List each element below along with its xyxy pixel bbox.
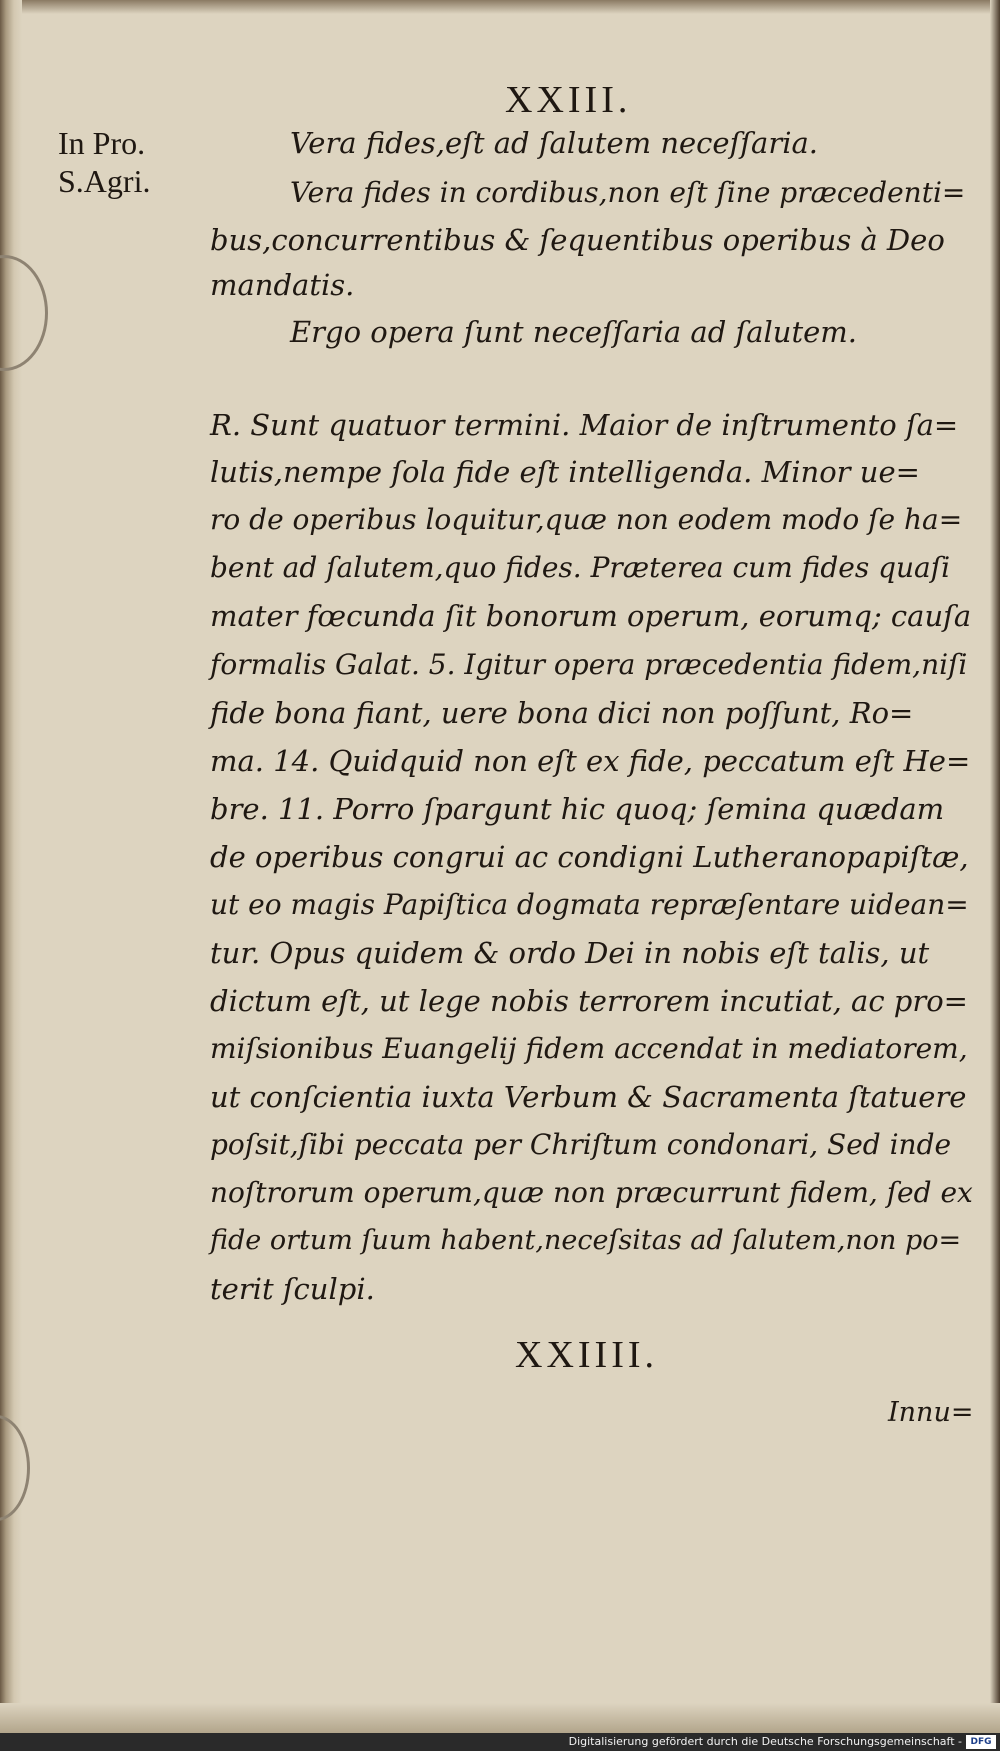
dfg-logo: DFG xyxy=(966,1735,996,1749)
response-line-4: bent ad ſalutem,quo fides. Præterea cum fides quaſi xyxy=(210,551,951,584)
response-line-17: noſtrorum operum,quæ non præcurrunt fidem, ſed ex xyxy=(210,1176,973,1209)
response-line-1: R. Sunt quatuor termini. Maior de inſtrumento ſa= xyxy=(210,408,959,442)
page-bottom-edge xyxy=(0,1703,1000,1733)
response-line-11: ut eo magis Papiſtica dogmata repræſentare uidean= xyxy=(210,888,969,921)
response-line-18: fide ortum ſuum habent,neceſsitas ad ſalutem,non po= xyxy=(210,1225,962,1256)
response-line-10: de operibus congrui ac condigni Lutheranopapiſtæ, xyxy=(210,840,969,874)
digitization-credit: Digitalisierung gefördert durch die Deutsche Forschungsgemeinschaft - xyxy=(568,1735,962,1748)
response-line-7: fide bona fiant, uere bona dici non poſſunt, Ro= xyxy=(210,696,914,730)
response-line-16: poſsit,ſibi peccata per Chriſtum condonari, Sed inde xyxy=(210,1128,952,1161)
page-right-edge xyxy=(990,0,1000,1751)
catchword: Innu= xyxy=(888,1397,974,1428)
binding-ring-upper xyxy=(0,255,48,371)
section-heading-24: XXIIII. xyxy=(515,1334,659,1376)
argument-minor-premise-line-1: Vera fides in cordibus,non eſt ſine præcedenti= xyxy=(290,176,966,209)
response-line-12: tur. Opus quidem & ordo Dei in nobis eſt talis, ut xyxy=(210,936,930,970)
response-line-8: ma. 14. Quidquid non eſt ex fide, peccatum eſt He= xyxy=(210,744,971,778)
response-line-9: bre. 11. Porro ſpargunt hic quoq; ſemina quædam xyxy=(210,792,945,826)
argument-minor-premise-line-2: bus,concurrentibus & ſequentibus operibus à Deo xyxy=(210,223,945,257)
argument-major-premise: Vera fides,eſt ad ſalutem neceſſaria. xyxy=(290,126,818,160)
response-line-6: formalis Galat. 5. Igitur opera præcedentia fidem,niſi xyxy=(210,648,968,681)
binding-ring-lower xyxy=(0,1415,30,1521)
argument-minor-premise-line-3: mandatis. xyxy=(210,268,355,302)
response-line-2: lutis,nempe ſola fide eſt intelligenda. Minor ue= xyxy=(210,455,920,489)
argument-conclusion: Ergo opera ſunt neceſſaria ad ſalutem. xyxy=(290,315,858,349)
page-top-edge xyxy=(0,0,1000,14)
margin-note-line-1: In Pro. xyxy=(58,125,146,161)
response-line-5: mater fœcunda ſit bonorum operum, eorumq; cauſa xyxy=(210,599,972,633)
response-line-13: dictum eſt, ut lege nobis terrorem incutiat, ac pro= xyxy=(210,984,968,1018)
response-line-15: ut conſcientia iuxta Verbum & Sacramenta ſtatuere xyxy=(210,1080,967,1114)
response-line-14: miſsionibus Euangelij fidem accendat in mediatorem, xyxy=(210,1032,968,1065)
response-line-3: ro de operibus loquitur,quæ non eodem modo ſe ha= xyxy=(210,503,963,536)
response-line-19: terit ſculpi. xyxy=(210,1272,375,1306)
section-heading-23: XXIII. xyxy=(505,79,632,121)
margin-note-line-2: S.Agri. xyxy=(58,163,151,199)
